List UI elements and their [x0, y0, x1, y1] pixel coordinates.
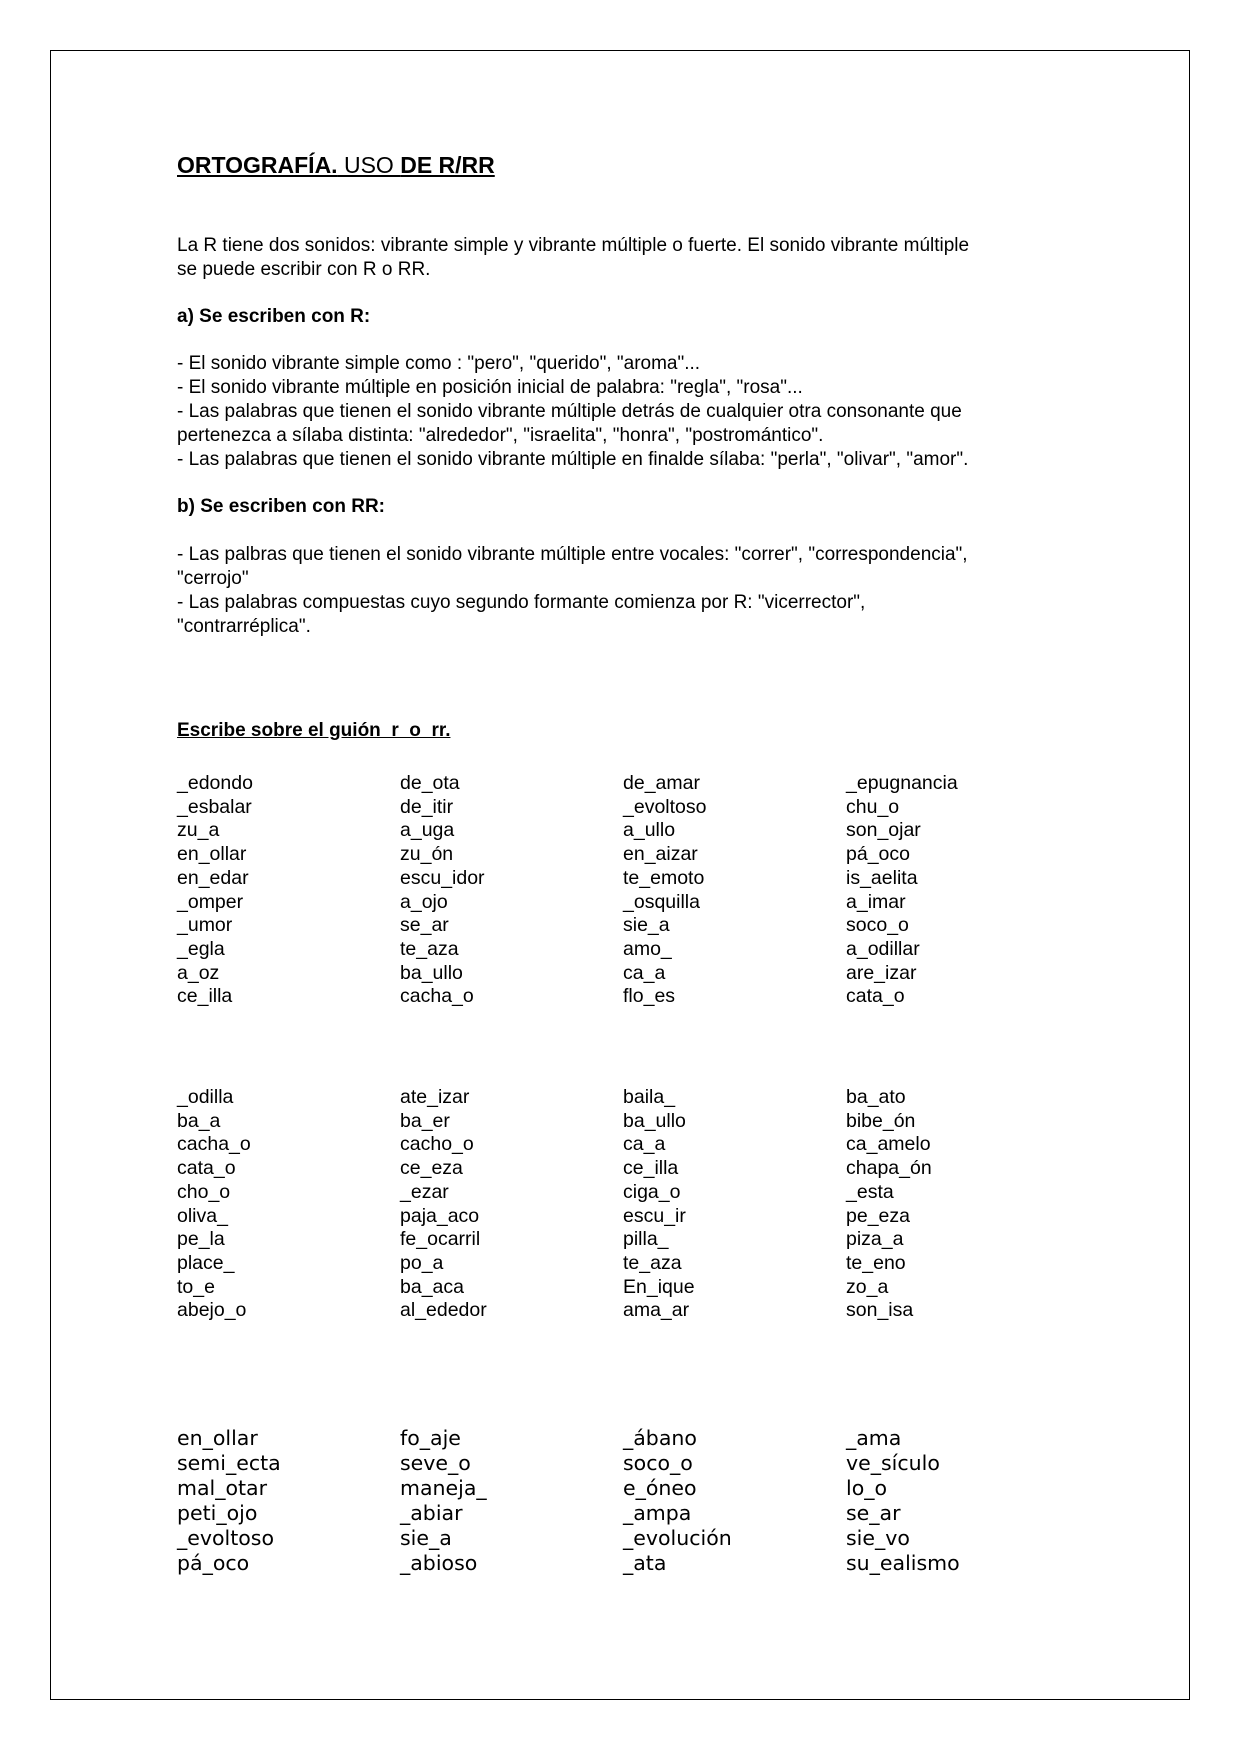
fill-in-word: _egla — [177, 937, 225, 960]
fill-in-word: a_odillar — [846, 937, 920, 960]
rule-line: - Las palbras que tienen el sonido vibrante múltiple entre vocales: "correr", "correspondencia", — [177, 544, 968, 565]
fill-in-word: ca_a — [623, 961, 666, 984]
fill-in-word: chapa_ón — [846, 1157, 932, 1180]
fill-in-word: e_óneo — [623, 1476, 697, 1500]
fill-in-word: en_edar — [177, 866, 249, 889]
fill-in-word: sie_vo — [846, 1526, 910, 1550]
title-part-3: DE R/RR — [400, 152, 495, 178]
fill-in-word: maneja_ — [400, 1476, 487, 1500]
rule-line: "cerrojo" — [177, 568, 249, 589]
fill-in-word: te_eno — [846, 1251, 906, 1274]
fill-in-word: sie_a — [400, 1526, 452, 1550]
page-title — [177, 152, 495, 179]
fill-in-word: a_imar — [846, 890, 906, 913]
fill-in-word: escu_idor — [400, 866, 485, 889]
fill-in-word: place_ — [177, 1251, 235, 1274]
fill-in-word: _ezar — [400, 1180, 449, 1203]
fill-in-word: ate_izar — [400, 1086, 470, 1108]
fill-in-word: _abioso — [400, 1551, 478, 1575]
fill-in-word: se_ar — [846, 1501, 901, 1525]
fill-in-word: paja_aco — [400, 1204, 480, 1227]
section-a-rules — [177, 352, 968, 472]
fill-in-word: is_aelita — [846, 866, 918, 889]
fill-in-word: _omper — [177, 890, 244, 913]
intro-line: se puede escribir con R o RR. — [177, 259, 431, 280]
title-part-2: USO — [337, 152, 401, 178]
fill-in-word: son_ojar — [846, 819, 921, 842]
fill-in-word: son_isa — [846, 1299, 914, 1322]
fill-in-word: pe_eza — [846, 1204, 910, 1227]
fill-in-word: _ama — [846, 1426, 902, 1450]
fill-in-word: _abiar — [400, 1501, 463, 1525]
fill-in-word: pá_oco — [177, 1551, 250, 1575]
fill-in-word: cacha_o — [400, 985, 474, 1008]
fill-in-word: te_aza — [400, 937, 459, 960]
fill-in-word: _evoltoso — [623, 795, 707, 818]
rule-line: - Las palabras que tienen el sonido vibrante múltiple en finalde sílaba: "perla", "olivar", "amor". — [177, 449, 969, 470]
fill-in-word: lo_o — [846, 1476, 888, 1500]
fill-in-word: ce_eza — [400, 1157, 463, 1180]
fill-in-word: po_a — [400, 1251, 444, 1274]
fill-in-word: _epugnancia — [846, 772, 958, 794]
fill-in-word: a_ojo — [400, 890, 448, 913]
fill-in-word: te_emoto — [623, 866, 705, 889]
fill-in-word: ba_a — [177, 1109, 221, 1132]
fill-in-word: sie_a — [623, 914, 670, 937]
fill-in-word: ce_illa — [177, 985, 233, 1008]
fill-in-word: ba_ullo — [400, 961, 463, 984]
section-a-heading: a) Se escriben con R: — [177, 306, 371, 327]
fill-in-word: _esbalar — [177, 795, 252, 818]
fill-in-word: a_uga — [400, 819, 455, 842]
fill-in-word: fo_aje — [400, 1426, 461, 1450]
fill-in-word: ve_sículo — [846, 1451, 940, 1475]
fill-in-word: cacho_o — [400, 1133, 474, 1156]
exercise-block-2 — [177, 1086, 1077, 1323]
fill-in-word: en_ollar — [177, 843, 247, 866]
fill-in-word: se_ar — [400, 914, 449, 937]
fill-in-word: abejo_o — [177, 1299, 247, 1322]
fill-in-word: _ábano — [623, 1426, 697, 1450]
fill-in-word: _ata — [623, 1551, 667, 1575]
fill-in-word: ba_ullo — [623, 1109, 686, 1132]
fill-in-word: soco_o — [846, 914, 909, 937]
fill-in-word: escu_ir — [623, 1204, 686, 1227]
fill-in-word: ca_amelo — [846, 1133, 931, 1156]
fill-in-word: pilla_ — [623, 1228, 669, 1251]
fill-in-word: amo_ — [623, 937, 672, 960]
intro-paragraph — [177, 234, 969, 282]
fill-in-word: cata_o — [846, 985, 905, 1008]
fill-in-word: bibe_ón — [846, 1109, 916, 1132]
fill-in-word: En_ique — [623, 1275, 695, 1298]
fill-in-word: baila_ — [623, 1086, 676, 1108]
fill-in-word: de_ota — [400, 772, 460, 794]
rule-line: "contrarréplica". — [177, 616, 311, 637]
fill-in-word: ce_illa — [623, 1157, 679, 1180]
fill-in-word: to_e — [177, 1275, 215, 1298]
exercise-block-1 — [177, 772, 1077, 1009]
fill-in-word: _ampa — [623, 1501, 692, 1525]
fill-in-word: zu_ón — [400, 843, 454, 866]
rule-line: pertenezca a sílaba distinta: "alrededor", "israelita", "honra", "postromántico". — [177, 425, 824, 446]
fill-in-word: semi_ecta — [177, 1451, 281, 1475]
fill-in-word: en_ollar — [177, 1426, 258, 1450]
fill-in-word: pe_la — [177, 1228, 225, 1251]
section-b-rules — [177, 543, 968, 639]
fill-in-word: de_amar — [623, 772, 700, 794]
fill-in-word: _umor — [177, 914, 233, 937]
rule-line: - Las palabras que tienen el sonido vibrante múltiple detrás de cualquier otra consonante que — [177, 401, 962, 422]
fill-in-word: ba_aca — [400, 1275, 464, 1298]
fill-in-word: pá_oco — [846, 843, 910, 866]
fill-in-word: su_ealismo — [846, 1551, 960, 1575]
exercise-heading: Escribe sobre el guión r o rr. — [177, 720, 451, 741]
exercise-block-3 — [177, 1426, 1077, 1576]
title-part-1: ORTOGRAFÍA. — [177, 152, 338, 178]
fill-in-word: _edondo — [177, 772, 253, 794]
fill-in-word: zu_a — [177, 819, 220, 842]
fill-in-word: chu_o — [846, 795, 900, 818]
fill-in-word: mal_otar — [177, 1476, 268, 1500]
section-b-heading: b) Se escriben con RR: — [177, 496, 385, 517]
fill-in-word: ca_a — [623, 1133, 666, 1156]
fill-in-word: _osquilla — [623, 890, 700, 913]
fill-in-word: are_izar — [846, 961, 917, 984]
fill-in-word: ciga_o — [623, 1180, 681, 1203]
fill-in-word: al_ededor — [400, 1299, 487, 1322]
fill-in-word: ba_ato — [846, 1086, 906, 1108]
fill-in-word: _evolución — [623, 1526, 732, 1550]
fill-in-word: cho_o — [177, 1180, 231, 1203]
fill-in-word: cata_o — [177, 1157, 236, 1180]
rule-line: - El sonido vibrante simple como : "pero", "querido", "aroma"... — [177, 353, 701, 374]
fill-in-word: cacha_o — [177, 1133, 251, 1156]
fill-in-word: _evoltoso — [177, 1526, 275, 1550]
fill-in-word: piza_a — [846, 1228, 904, 1251]
fill-in-word: oliva_ — [177, 1204, 228, 1227]
fill-in-word: ba_er — [400, 1109, 450, 1132]
rule-line: - El sonido vibrante múltiple en posición inicial de palabra: "regla", "rosa"... — [177, 377, 803, 398]
fill-in-word: de_itir — [400, 795, 454, 818]
fill-in-word: zo_a — [846, 1275, 889, 1298]
fill-in-word: ama_ar — [623, 1299, 690, 1322]
fill-in-word: fe_ocarril — [400, 1228, 481, 1251]
fill-in-word: a_oz — [177, 961, 220, 984]
intro-line: La R tiene dos sonidos: vibrante simple y vibrante múltiple o fuerte. El sonido vibrante múltiple — [177, 235, 970, 256]
fill-in-word: flo_es — [623, 985, 676, 1008]
fill-in-word: soco_o — [623, 1451, 693, 1475]
fill-in-word: _odilla — [177, 1086, 234, 1108]
rule-line: - Las palabras compuestas cuyo segundo formante comienza por R: "vicerrector", — [177, 592, 866, 613]
fill-in-word: peti_ojo — [177, 1501, 258, 1525]
fill-in-word: a_ullo — [623, 819, 676, 842]
fill-in-word: seve_o — [400, 1451, 471, 1475]
fill-in-word: _esta — [846, 1180, 894, 1203]
fill-in-word: te_aza — [623, 1251, 682, 1274]
fill-in-word: en_aizar — [623, 843, 698, 866]
